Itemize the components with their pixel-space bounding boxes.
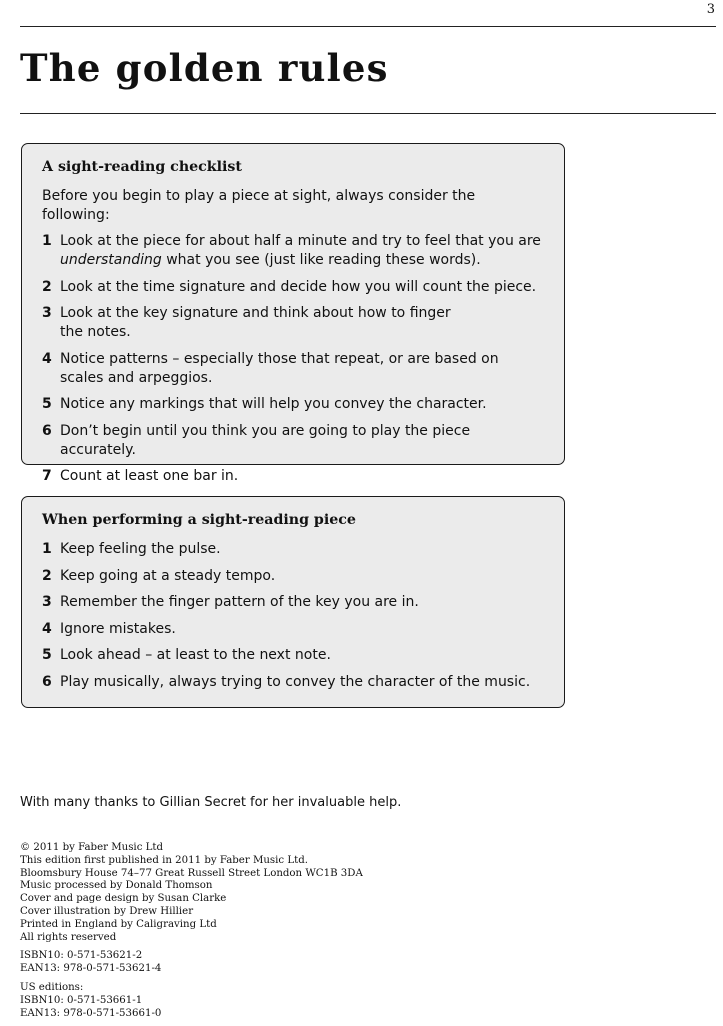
item-number: 6 (42, 422, 52, 439)
page-number: 3 (706, 2, 715, 17)
list-item (42, 593, 544, 612)
list-item (42, 232, 544, 270)
list-item (42, 567, 544, 586)
item-text: Look at the piece for about half a minute and try to feel that you are understanding what you see (just like reading these words). (60, 233, 541, 268)
item-text: Look ahead – at least to the next note. (60, 647, 331, 663)
credit-line: Bloomsbury House 74–77 Great Russell Street London WC1B 3DA (20, 867, 363, 879)
item-number: 4 (42, 620, 52, 637)
item-number: 1 (42, 541, 52, 557)
isbn-line: ISBN10: 0-571-53621-2 (20, 950, 143, 962)
item-number: 3 (42, 594, 52, 610)
item-number: 5 (42, 647, 52, 663)
checklist-box (21, 143, 565, 484)
item-text: Remember the finger pattern of the key you are in. (60, 594, 419, 610)
list-item (42, 395, 544, 414)
credit-line: Printed in England by Caligraving Ltd (20, 918, 217, 930)
item-text: Look at the key signature and think about how to finger the notes. (60, 305, 451, 340)
copyright-credits (20, 842, 363, 1026)
credit-line: Cover illustration by Drew Hillier (20, 905, 194, 917)
item-text: Keep going at a steady tempo. (60, 567, 276, 584)
list-item (42, 350, 544, 388)
item-number: 1 (42, 233, 52, 249)
checklist-heading: A sight-reading checklist (42, 159, 242, 175)
item-number: 3 (42, 305, 52, 321)
checklist-intro: Before you begin to play a piece at sight, always consider the following: (42, 188, 476, 223)
performing-list (42, 540, 544, 692)
item-number: 7 (42, 468, 52, 484)
list-item (42, 673, 544, 692)
item-text: Count at least one bar in. (60, 468, 239, 484)
item-text: Look at the time signature and decide how you will count the piece. (60, 278, 537, 295)
credit-line: Cover and page design by Susan Clarke (20, 893, 227, 905)
item-text: Don’t begin until you think you are going to play the piece accurately. (60, 422, 471, 458)
top-rule (20, 26, 716, 27)
item-number: 2 (42, 567, 52, 584)
list-item (42, 540, 544, 559)
checklist-list (42, 232, 544, 486)
acknowledgement: With many thanks to Gillian Secret for her invaluable help. (20, 795, 402, 810)
list-item (42, 304, 544, 342)
list-item (42, 620, 544, 639)
performing-box (21, 496, 565, 708)
us-editions-line: ISBN10: 0-571-53661-1 (20, 994, 143, 1006)
item-text: Keep feeling the pulse. (60, 541, 221, 557)
credit-line: This edition first published in 2011 by Faber Music Ltd. (20, 854, 308, 866)
item-number: 2 (42, 278, 52, 295)
list-item (42, 422, 544, 460)
credit-line: © 2011 by Faber Music Ltd (20, 842, 164, 853)
publication-info (20, 842, 363, 944)
isbn-line: EAN13: 978-0-571-53621-4 (20, 963, 162, 975)
item-text: Notice any markings that will help you convey the character. (60, 396, 487, 412)
credit-line: Music processed by Donald Thomson (20, 880, 213, 892)
title-rule (20, 113, 716, 114)
list-item (42, 278, 544, 297)
us-editions-line: EAN13: 978-0-571-53661-0 (20, 1007, 162, 1019)
performing-heading: When performing a sight-reading piece (42, 512, 356, 528)
item-text: Ignore mistakes. (60, 620, 176, 637)
page-title: The golden rules (20, 46, 389, 90)
list-item (42, 646, 544, 665)
credit-line: All rights reserved (20, 931, 117, 943)
us-editions-line: US editions: (20, 981, 84, 993)
item-number: 5 (42, 396, 52, 412)
us-editions-info (20, 982, 363, 1020)
item-text: Play musically, always trying to convey the character of the music. (60, 673, 531, 690)
isbn-info (20, 950, 363, 976)
item-number: 4 (42, 350, 52, 367)
item-number: 6 (42, 673, 52, 690)
emphasis: understanding (60, 252, 162, 268)
item-text: Notice patterns – especially those that repeat, or are based on scales and arpeggios. (60, 350, 499, 386)
list-item (42, 467, 544, 486)
